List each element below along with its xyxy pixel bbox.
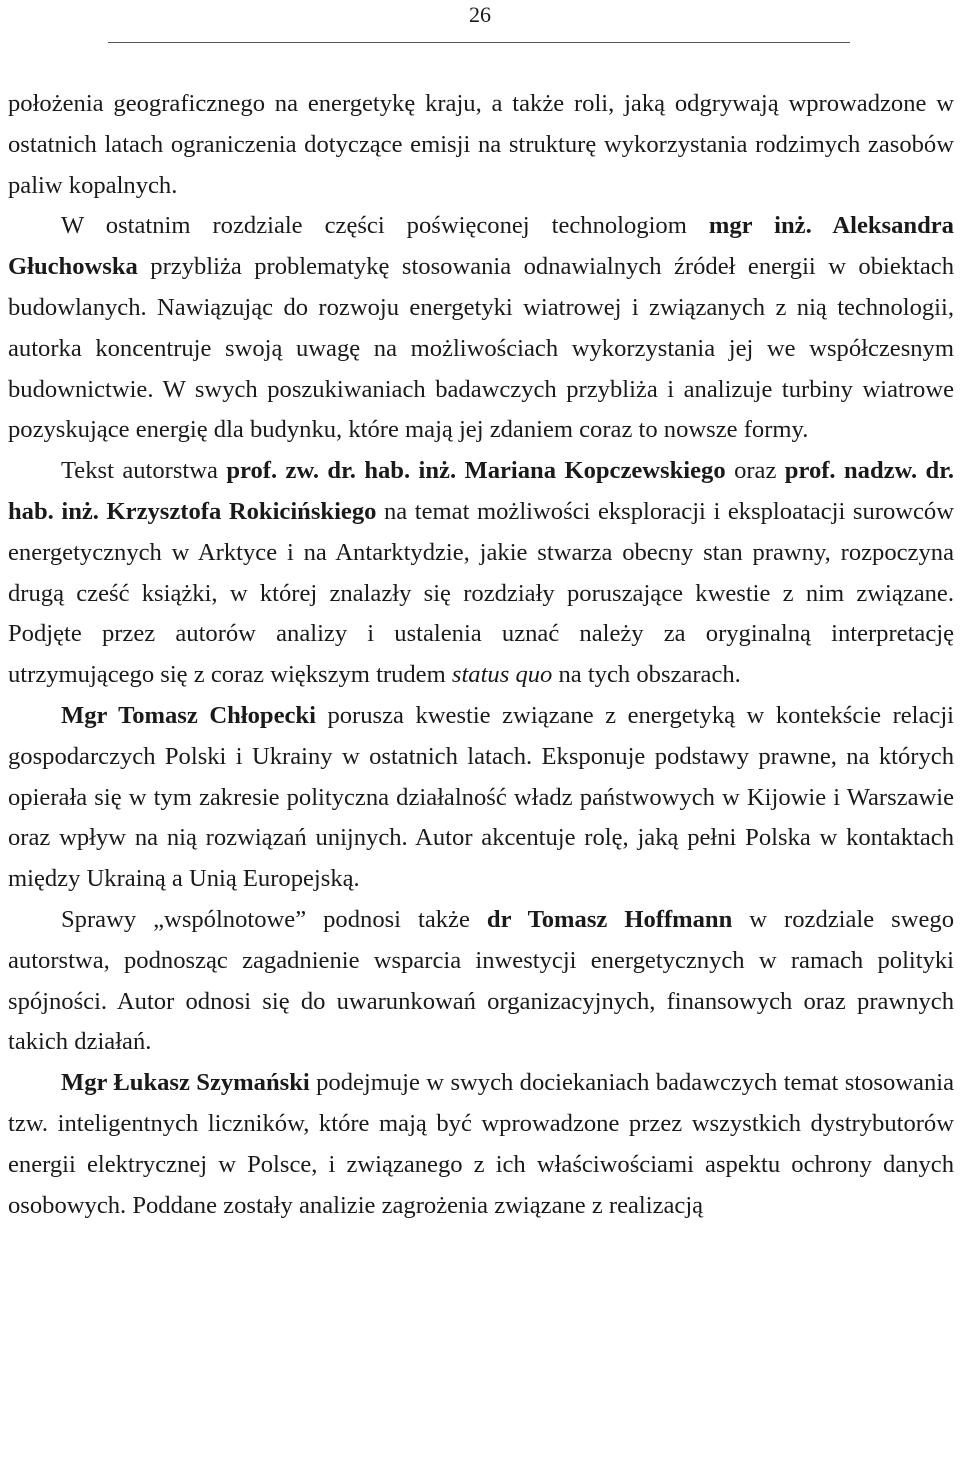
text-segment: podejmuje w swych dociekaniach badawczych temat stosowania tzw. inteligentnych liczników, które mają być wprowadzone przez wszystkich dystrybutorów energii elektrycznej w Polsce, i związanego z ich właściwościami aspektu ochrony danych osobowych. Poddane zostały analizie zagrożenia związane z realizacją	[8, 1069, 954, 1219]
text-segment: przybliża problematykę stosowania odnawialnych źródeł energii w obiektach budowlanych. Nawiązując do rozwoju energetyki wiatrowej i związanych z nią technologii, autorka koncentruje swoją uwagę na możliwościach wykorzystania jej we współczesnym budownictwie. W swych poszukiwaniach badawczych przybliża i analizuje turbiny wiatrowe pozyskujące energię dla budynku, które mają jej zdaniem coraz to nowsze formy.	[8, 253, 954, 444]
paragraph-poland-ukraine	[8, 696, 954, 900]
text-segment: na tych obszarach.	[552, 661, 741, 689]
emphasis-text: status quo	[451, 661, 553, 689]
author-name: mgr inż. Aleksandra Głuchowska	[8, 212, 954, 281]
page-header	[0, 0, 960, 46]
text-segment: Tekst autorstwa	[61, 457, 227, 485]
paragraph-geography	[8, 84, 954, 206]
author-name: dr Tomasz Hoffmann	[486, 905, 733, 933]
text-segment: na temat możliwości eksploracji i eksploatacji surowców energetycznych w Arktyce i na Antarktydzie, jakie stwarza obecny stan prawny, rozpoczyna drugą cześć książki, w której znalazły się rozdziały poruszające kwestie z nim związane. Podjęte przez autorów analizy i ustalenia uznać należy za oryginalną interpretację utrzymującego się z coraz większym trudem	[8, 497, 954, 689]
text-segment: oraz	[725, 457, 785, 485]
paragraph-smart-meters	[8, 1063, 954, 1226]
paragraph-arctic	[8, 451, 954, 696]
text-segment: porusza kwestie związane z energetyką w kontekście relacji gospodarczych Polski i Ukrainy w ostatnich latach. Eksponuje podstawy prawne, na których opierała się w tym zakresie polityczna działalność władz państwowych w Kijowie i Warszawie oraz wpływ na nią rozwiązań unijnych. Autor akcentuje rolę, jaką pełni Polska w kontaktach między Ukrainą a Unią Europejską.	[8, 701, 955, 893]
text-segment: w rozdziale swego autorstwa, podnosząc zagadnienie wsparcia inwestycji energetycznych w ramach polityki spójności. Autor odnosi się do uwarunkowań organizacyjnych, finansowych oraz prawnych takich działań.	[8, 905, 954, 1056]
author-name: prof. nadzw. dr. hab. inż. Krzysztofa Rokicińskiego	[8, 457, 954, 525]
body-text	[8, 84, 954, 1226]
page-number: 26	[469, 2, 491, 27]
text-segment: Sprawy „wspólnotowe” podnosi także	[61, 905, 487, 933]
text-segment: położenia geograficznego na energetykę kraju, a także roli, jaką odgrywają wprowadzone w ostatnich latach ograniczenia dotyczące emisji na strukturę wykorzystania rodzimych zasobów paliw kopalnych.	[8, 90, 954, 199]
author-name: Mgr Łukasz Szymański	[61, 1069, 310, 1097]
header-rule	[108, 42, 850, 43]
author-name: prof. zw. dr. hab. inż. Mariana Kopczewskiego	[226, 457, 726, 485]
author-name: Mgr Tomasz Chłopecki	[61, 701, 316, 729]
paragraph-cohesion-policy	[8, 900, 954, 1063]
paragraph-renewables	[8, 206, 954, 451]
text-segment: W ostatnim rozdziale części poświęconej technologiom	[61, 212, 709, 240]
